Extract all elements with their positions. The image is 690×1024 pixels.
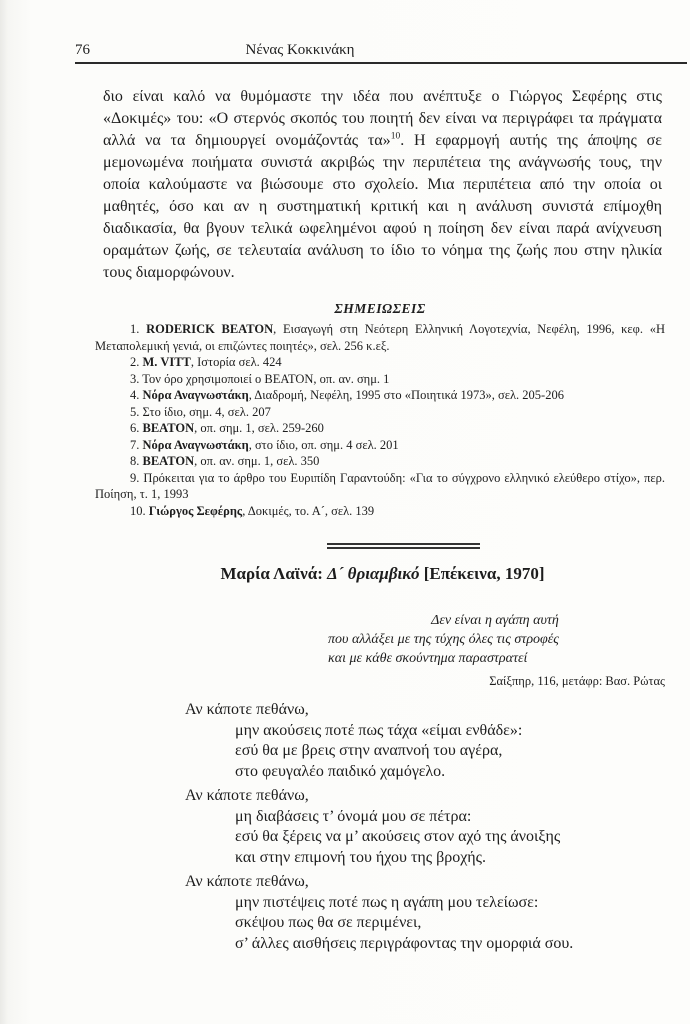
verse-line: σκέψου πως θα σε περιμένει, [235, 914, 422, 931]
note-author: Γιώργος Σεφέρης [148, 503, 243, 518]
note-item-2 [95, 354, 665, 371]
note-text: , Διαδρομή, Νεφέλη, 1995 στο «Ποιητικά 1973», σελ. 205-206 [248, 388, 564, 402]
section-title [103, 564, 662, 584]
epigraph-line: που αλλάξει με της τύχης όλες τις στροφές [328, 632, 559, 647]
verse-line: εσύ θα με βρεις στην αναπνοή του αγέρα, [235, 742, 503, 759]
page-content [0, 86, 690, 958]
poem-stanza-2 [185, 786, 690, 868]
note-text: Στο ίδιο, σημ. 4, σελ. 207 [139, 404, 271, 419]
note-author: Νόρα Αναγνωστάκη [142, 437, 249, 452]
verse-line: σ’ άλλες αισθήσεις περιγράφοντας την ομορφιά σου. [235, 934, 574, 952]
note-number: 3. [130, 371, 140, 386]
note-author: Νόρα Αναγνωστάκη [142, 388, 249, 402]
note-item-7 [95, 437, 665, 454]
footnote-reference: 10 [390, 131, 401, 142]
note-text: , Ιστορία σελ. 424 [190, 355, 282, 369]
paragraph-text-before: διο είναι καλό να θυμόμαστε την ιδέα που ανέπτυξε ο Γιώργος Σεφέρης στις «Δοκιμές» του: «Ο στερνός σκοπός του ποιητή δεν είναι να περιγράφει τα πράγματα αλλά να τα δημιουργεί ονομάζοντάς τα» [103, 88, 662, 149]
note-item-9 [95, 470, 665, 503]
note-text: , Δοκιμές, το. Α´, σελ. 139 [242, 503, 375, 518]
note-item-6 [95, 420, 665, 437]
note-number: 5. [130, 404, 140, 419]
section-title-poem-name: Δ´ θριαμβικό [327, 564, 424, 583]
verse-line: μην ακούσεις ποτέ πως τάχα «είμαι ενθάδε»: [235, 721, 523, 739]
notes-list [95, 321, 665, 519]
note-number: 9. [130, 470, 140, 485]
note-item-4 [95, 387, 665, 404]
note-item-1 [95, 321, 665, 354]
epigraph-line: και με κάθε σκούντημα παραστρατεί [328, 651, 528, 666]
note-item-3 [95, 371, 665, 388]
note-number: 1. [130, 322, 140, 336]
note-author: BEATON [142, 454, 195, 468]
note-text: , οπ. σημ. 1, σελ. 259-260 [194, 421, 324, 435]
poem-stanza-3 [185, 872, 690, 954]
section-title-collection: [Επέκεινα, 1970] [423, 564, 545, 583]
verse-line: μη διαβάσεις τ’ όνομά μου σε πέτρα: [235, 807, 472, 825]
verse-line: στο φευγαλέο παιδικό χαμόγελο. [235, 762, 446, 780]
note-text: , Εισαγωγή στη Νεότερη Ελληνική Λογοτεχνία, Νεφέλη, 1996, κεφ. «Η Μεταπολεμική γενιά, οι επιζώντες ποιητές», σελ. 256 κ.εξ. [95, 322, 665, 353]
verse-line: Αν κάποτε πεθάνω, [185, 873, 309, 890]
poem-stanza-1 [185, 700, 690, 782]
note-text: Πρόκειται για το άρθρο του Ευριπίδη Γαραντούδη: «Για το σύγχρονο ελληνικό ελεύθερο στίχο», περ. Ποίηση, τ. 1, 1993 [95, 470, 665, 501]
poem [185, 700, 690, 954]
header-rule [75, 62, 687, 64]
section-title-author: Μαρία Λαϊνά: [220, 564, 328, 583]
epigraph-attribution: Σαίξπηρ, 116, μετάφρ: Βασ. Ρώτας [489, 674, 665, 688]
note-text: Τον όρο χρησιμοποιεί ο BEATON, οπ. αν. σημ. 1 [139, 371, 390, 386]
note-author: M. VITT [142, 355, 191, 369]
note-text: , στο ίδιο, οπ. σημ. 4 σελ. 201 [248, 437, 399, 452]
note-number: 2. [130, 355, 140, 369]
note-item-10 [95, 503, 665, 520]
running-header-title: Νένας Κοκκινάκη [245, 42, 355, 58]
section-divider-double-rule [327, 543, 480, 549]
body-paragraph [103, 86, 662, 284]
note-number: 7. [130, 437, 140, 452]
verse-line: Αν κάποτε πεθάνω, [185, 787, 309, 804]
note-item-5 [95, 404, 665, 421]
epigraph [328, 611, 662, 668]
note-item-8 [95, 453, 665, 470]
page-number: 76 [75, 42, 90, 58]
verse-line: μην πιστέψεις ποτέ πως η αγάπη μου τελείωσε: [235, 893, 539, 911]
note-text: , οπ. αν. σημ. 1, σελ. 350 [194, 454, 320, 468]
epigraph-line: Δεν είναι η αγάπη αυτή [431, 613, 559, 628]
note-number: 8. [130, 454, 140, 468]
note-author: RODERICK BEATON [146, 322, 274, 336]
note-number: 4. [130, 388, 140, 402]
paragraph-text-after: . Η εφαρμογή αυτής της άποψης σε μεμονωμένα ποιήματα συνιστά ακριβώς την περιπέτεια της ανάγνωσής τους, την οποία καλούμαστε να βιώσουμε στο σχολείο. Μια περιπέτεια από την οποία οι μαθητές, όσο και αν η συστηματική κριτική και η ανάλυση συνιστά επίμοχθη διαδικασία, θα βγουν τελικά ωφελημένοι αφού η ποίηση δεν είναι παρά ανίχνευση οραμάτων ζωής, σε τελευταία ανάλυση το ίδιο το νόημα της ζωής που στην ηλικία τους διαμορφώνουν. [103, 132, 663, 281]
verse-line: εσύ θα ξέρεις να μ’ ακούσεις στον αχό της άνοιξης [235, 828, 561, 845]
note-number: 6. [130, 421, 140, 435]
note-author: BEATON [142, 421, 195, 435]
note-number: 10. [130, 503, 146, 518]
verse-line: και στην επιμονή του ήχου της βροχής. [235, 848, 486, 866]
verse-line: Αν κάποτε πεθάνω, [185, 701, 309, 718]
notes-heading: ΣΗΜΕΙΩΣΕΙΣ [334, 301, 426, 316]
